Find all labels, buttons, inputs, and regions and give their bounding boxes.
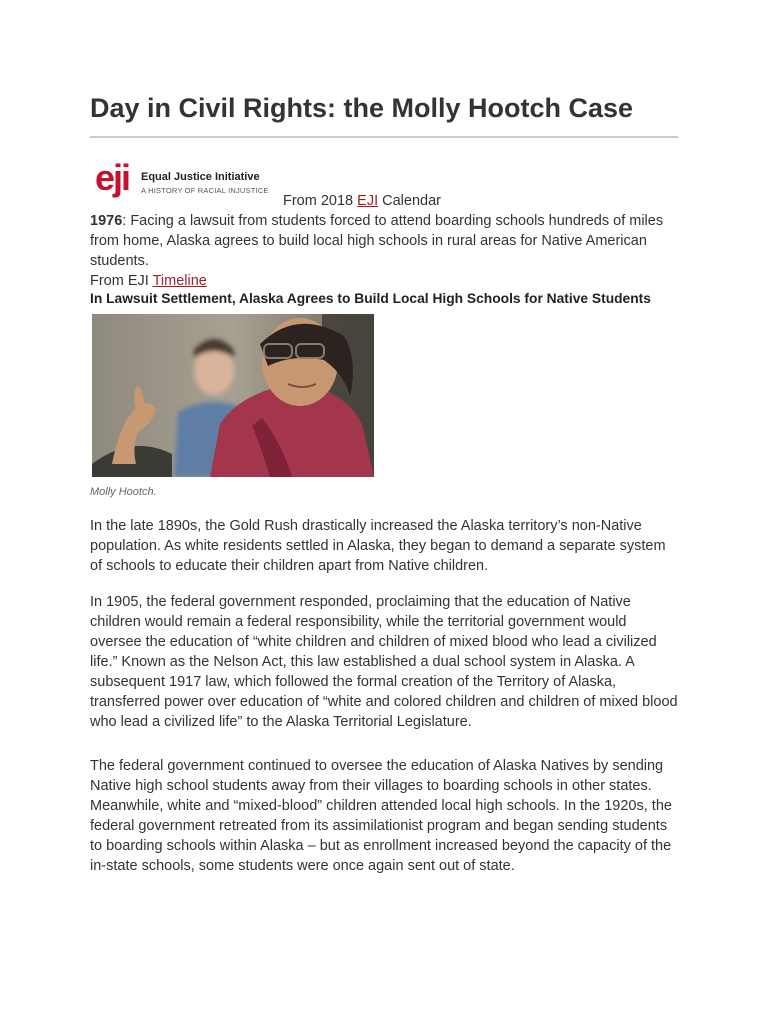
timeline-source-line [90, 271, 680, 291]
timeline-prefix: From EJI [90, 273, 153, 289]
molly-hootch-photo [92, 314, 374, 477]
paragraph-text: In 1905, the federal government responded, proclaiming that the education of Native children would remain a federal responsibility, while the territorial government would oversee the education of “white children and children of mixed blood who lead a civilized life.” Known as the Nelson Act, this law established a dual school system in Alaska. A subsequent 1917 law, which followed the formal creation of the Territory of Alaska, transferred power over education of “white and colored children and children of mixed blood who lead a civilized life” to the Alaska Territorial Legislature. [90, 594, 678, 730]
eji-calendar-link[interactable]: EJI [357, 193, 379, 209]
source-prefix: From 2018 [283, 193, 358, 209]
eji-logo-tagline: A HISTORY OF RACIAL INJUSTICE [141, 186, 269, 195]
page-title: Day in Civil Rights: the Molly Hootch Case [90, 93, 634, 123]
photo-caption: Molly Hootch. [90, 486, 157, 498]
eji-logo [95, 156, 277, 202]
entry-year: 1976 [90, 213, 123, 229]
body-paragraph-1 [90, 516, 680, 576]
paragraph-text: The federal government continued to oversee the education of Alaska Natives by sending Native high school students away from their villages to boarding schools in other states. Meanwhile, white and “mixed-blood” children attended local high schools. In the 1920s, the federal government retreated from its assimilationist program and began sending students to boarding schools within Alaska – but as enrollment increased beyond the capacity of the in-state schools, some students were once again sent out of state. [90, 758, 672, 874]
eji-logo-name: Equal Justice Initiative [141, 171, 260, 183]
title-divider [90, 136, 678, 138]
timeline-link[interactable]: Timeline [152, 273, 207, 289]
entry-text: : Facing a lawsuit from students forced to attend boarding schools hundreds of miles from home, Alaska agrees to build local high schools in rural areas for Native American students. [90, 213, 664, 269]
source-suffix: Calendar [378, 193, 441, 209]
article-headline: In Lawsuit Settlement, Alaska Agrees to Build Local High Schools for Native Students [90, 291, 651, 306]
body-paragraph-2 [90, 592, 680, 732]
timeline-entry [90, 211, 680, 271]
source-line [283, 191, 441, 211]
body-paragraph-3 [90, 756, 680, 876]
paragraph-text: In the late 1890s, the Gold Rush drastically increased the Alaska territory’s non-Native population. As white residents settled in Alaska, they began to demand a separate system of schools to educate their children apart from Native children. [90, 518, 666, 574]
eji-logo-mark: eji [95, 157, 130, 198]
